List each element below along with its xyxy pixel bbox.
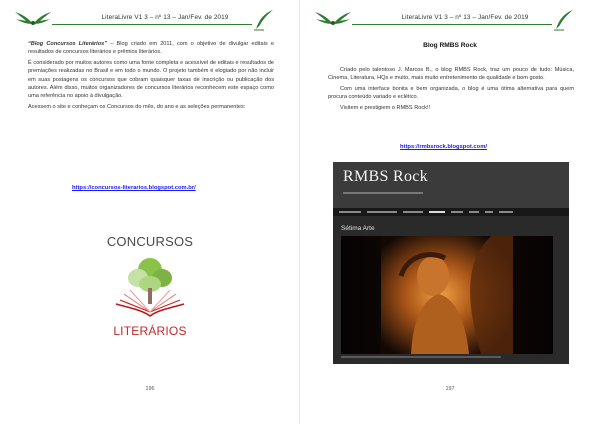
right-body-text bbox=[328, 66, 574, 114]
magazine-title: LiteraLivre V1 3 – nº 13 – Jan/Fev. de 2019 bbox=[401, 14, 529, 21]
screenshot-post-title: Sétima Arte bbox=[341, 225, 375, 232]
rmbs-link[interactable]: https://rmbsrock.blogspot.com/ bbox=[400, 144, 487, 150]
screenshot-title: RMBS Rock bbox=[343, 168, 428, 185]
logo-top-text: CONCURSOS bbox=[106, 234, 194, 249]
concursos-link[interactable]: https://concursos-literarios.blogspot.com.br/ bbox=[72, 185, 196, 191]
wings-logo-icon bbox=[14, 8, 52, 28]
paragraph-2: Com uma interface bonita e bem organizada, o blog é uma ótima alternativa para quem procura conteúdo variado e eclético. bbox=[328, 85, 574, 101]
blog-screenshot bbox=[333, 162, 569, 364]
quill-pen-icon bbox=[252, 8, 276, 32]
paragraph-2: É considerado por muitos autores como uma fonte completa e acessível de editais e resultados de premiações realizadas no Brasil e em todo o mundo. O projeto também é elogiado por não incluir em suas postagens os concursos que cobram quaisquer taxas de inscrição ou publicação dos autores. Além disso, muitos organizadores de concursos literários reconhecem este espaço como uma referência no apoio à divulgação. bbox=[28, 59, 274, 100]
concursos-literarios-logo bbox=[96, 234, 204, 342]
screenshot-header bbox=[333, 162, 569, 208]
blog-title: Blog RMBS Rock bbox=[423, 42, 477, 49]
page-header bbox=[300, 6, 600, 30]
wings-logo-icon bbox=[314, 8, 352, 28]
header-rule bbox=[52, 24, 252, 25]
paragraph-1: Criado pelo talentoso J. Marcos B., o blog RMBS Rock, traz um pouco de tudo: Música, Cinema, Literatura, HQs e muito, mais muito entretenimento de qualidade e bom gosto. bbox=[328, 67, 574, 82]
page-header bbox=[0, 6, 300, 30]
screenshot-tagline bbox=[343, 192, 423, 194]
portrait-photo-icon bbox=[341, 236, 553, 354]
page-number: 197 bbox=[445, 386, 455, 392]
paragraph-3: Visitem e prestigiem o RMBS Rock!! bbox=[340, 104, 431, 111]
logo-bottom-text: LITERÁRIOS bbox=[113, 324, 187, 338]
intro-paragraph bbox=[28, 40, 274, 57]
paragraph-3: Acessem o site e conheçam os Concursos do mês, do ano e as seleções permanentes: bbox=[28, 103, 246, 110]
quill-pen-icon bbox=[552, 8, 576, 32]
screenshot-nav bbox=[333, 208, 569, 216]
header-rule bbox=[352, 24, 552, 25]
left-body-text bbox=[28, 40, 274, 113]
screenshot-caption bbox=[341, 356, 501, 358]
intro-title: “Blog Concursos Literários” bbox=[28, 41, 108, 47]
right-page bbox=[300, 0, 600, 424]
magazine-title: LiteraLivre V1 3 – nº 13 – Jan/Fev. de 2019 bbox=[101, 14, 229, 21]
tree-book-logo-icon bbox=[110, 252, 190, 324]
page-number: 196 bbox=[145, 386, 155, 392]
intro-rest: – Blog criado em 2011, com o objetivo de divulgar editais e resultados de concursos literários e prêmios literários. bbox=[28, 41, 274, 56]
